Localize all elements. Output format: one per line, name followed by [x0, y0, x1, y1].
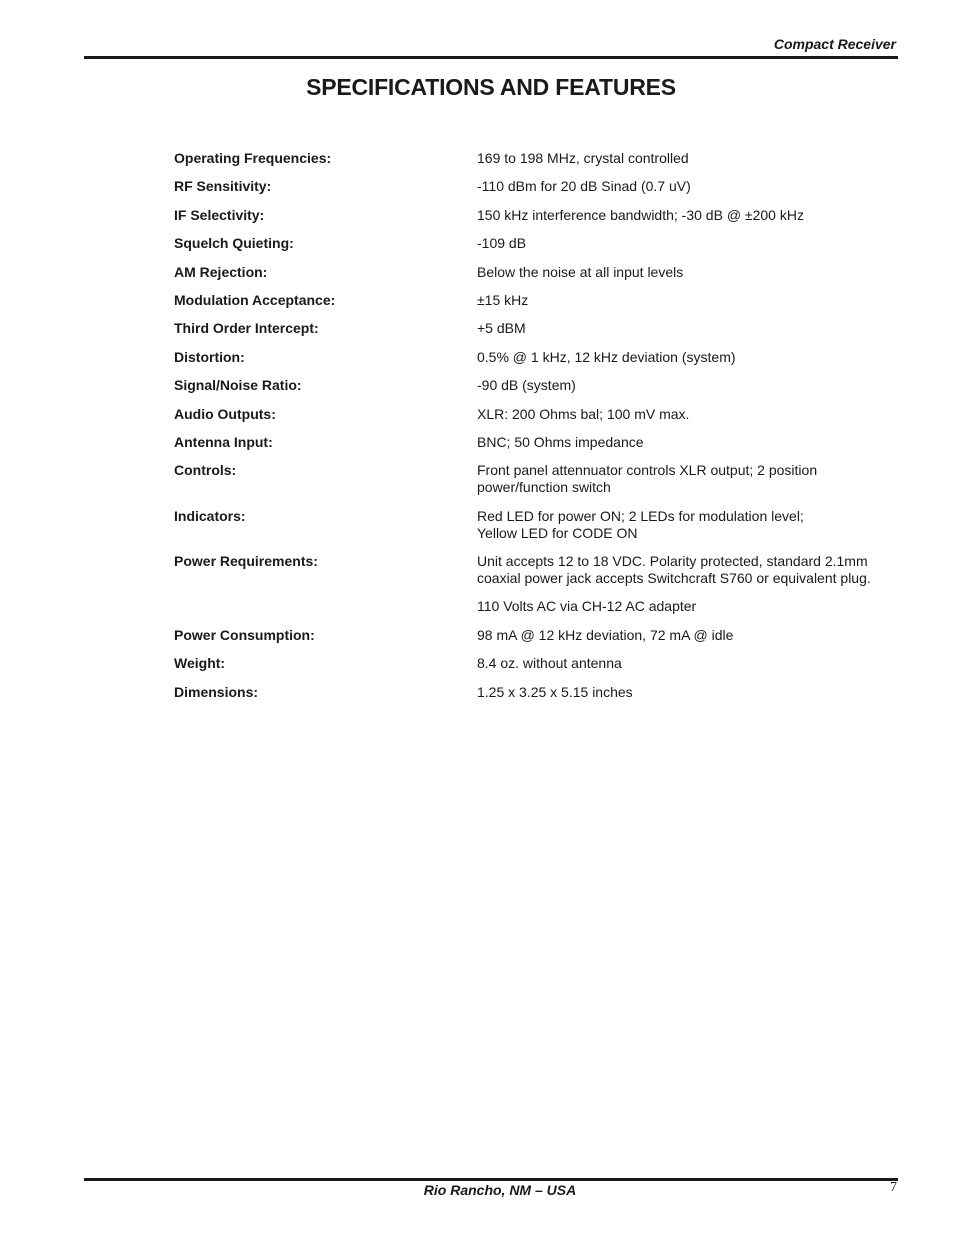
spec-label: Distortion: — [174, 348, 245, 365]
spec-value-line: Yellow LED for CODE ON — [477, 524, 638, 541]
spec-value-line: Front panel attennuator controls XLR output; 2 position — [477, 462, 818, 479]
footer-rule — [84, 1178, 898, 1181]
spec-value-line: Below the noise at all input levels — [477, 263, 684, 280]
spec-label: Squelch Quieting: — [174, 235, 294, 252]
spec-value-line: Red LED for power ON; 2 LEDs for modulation level; — [477, 507, 804, 524]
footer-location: Rio Rancho, NM – USA — [423, 1182, 577, 1198]
spec-label: Signal/Noise Ratio: — [174, 377, 302, 394]
spec-row — [174, 150, 904, 167]
spec-value-line: 110 Volts AC via CH-12 AC adapter — [477, 598, 697, 615]
spec-label: Antenna Input: — [174, 433, 273, 450]
spec-row — [174, 655, 904, 672]
spec-value-line: coaxial power jack accepts Switchcraft S760 or equivalent plug. — [477, 570, 871, 587]
page-title: SPECIFICATIONS AND FEATURES — [306, 74, 676, 100]
spec-row — [174, 320, 904, 337]
spec-label: AM Rejection: — [174, 263, 268, 280]
spec-value-line: +5 dBM — [477, 320, 526, 337]
spec-row — [174, 553, 904, 587]
spec-label: Audio Outputs: — [174, 405, 276, 422]
spec-value-line: 1.25 x 3.25 x 5.15 inches — [477, 683, 633, 700]
specifications-list — [174, 150, 904, 712]
spec-value — [477, 508, 897, 542]
spec-value-line: 169 to 198 MHz, crystal controlled — [477, 150, 689, 166]
spec-value — [477, 292, 897, 309]
spec-row — [174, 377, 904, 394]
spec-value — [477, 684, 897, 701]
spec-row — [174, 598, 904, 615]
spec-row — [174, 684, 904, 701]
spec-row — [174, 292, 904, 309]
spec-value — [477, 462, 897, 496]
spec-label: Power Requirements: — [174, 553, 318, 570]
spec-value-line: XLR: 200 Ohms bal; 100 mV max. — [477, 405, 690, 422]
spec-row — [174, 508, 904, 542]
spec-value — [477, 627, 897, 644]
spec-label: RF Sensitivity: — [174, 178, 272, 195]
spec-value — [477, 264, 897, 281]
spec-label: Controls: — [174, 462, 237, 479]
spec-row — [174, 264, 904, 281]
spec-label: Power Consumption: — [174, 626, 315, 643]
spec-row — [174, 178, 904, 195]
header-rule — [84, 56, 898, 59]
spec-value-line: BNC; 50 Ohms impedance — [477, 433, 644, 450]
spec-value-line: 0.5% @ 1 kHz, 12 kHz deviation (system) — [477, 348, 736, 365]
spec-label: IF Selectivity: — [174, 206, 265, 223]
spec-value — [477, 150, 897, 167]
spec-label: Operating Frequencies: — [174, 150, 332, 166]
spec-value — [477, 553, 897, 587]
spec-value — [477, 377, 897, 394]
spec-label: Weight: — [174, 655, 226, 672]
spec-value — [477, 320, 897, 337]
spec-value — [477, 655, 897, 672]
spec-value — [477, 349, 897, 366]
header-product-name: Compact Receiver — [773, 36, 896, 52]
spec-row — [174, 434, 904, 451]
spec-label: Third Order Intercept: — [174, 320, 319, 337]
spec-value — [477, 598, 897, 615]
spec-value-line: -110 dBm for 20 dB Sinad (0.7 uV) — [477, 178, 691, 195]
spec-value-line: -109 dB — [477, 235, 527, 252]
spec-row — [174, 627, 904, 644]
spec-value — [477, 434, 897, 451]
spec-label: Indicators: — [174, 507, 246, 524]
spec-value-line: 8.4 oz. without antenna — [477, 655, 622, 672]
spec-row — [174, 462, 904, 496]
spec-row — [174, 406, 904, 423]
spec-row — [174, 207, 904, 224]
spec-value-line: Unit accepts 12 to 18 VDC. Polarity protected, standard 2.1mm — [477, 553, 868, 570]
spec-row — [174, 349, 904, 366]
spec-value-line: 98 mA @ 12 kHz deviation, 72 mA @ idle — [477, 626, 734, 643]
spec-label: Dimensions: — [174, 683, 259, 700]
spec-value — [477, 178, 897, 195]
spec-value-line: ±15 kHz — [477, 291, 529, 308]
spec-label — [174, 598, 477, 615]
spec-value-line: -90 dB (system) — [477, 377, 576, 394]
spec-label: Modulation Acceptance: — [174, 291, 336, 308]
spec-value — [477, 406, 897, 423]
spec-value — [477, 207, 897, 224]
spec-value-line: 150 kHz interference bandwidth; -30 dB @ ±200 kHz — [477, 206, 804, 223]
spec-row — [174, 235, 904, 252]
spec-value-line: power/function switch — [477, 479, 611, 496]
page-number: 7 — [890, 1180, 897, 1195]
spec-value — [477, 235, 897, 252]
